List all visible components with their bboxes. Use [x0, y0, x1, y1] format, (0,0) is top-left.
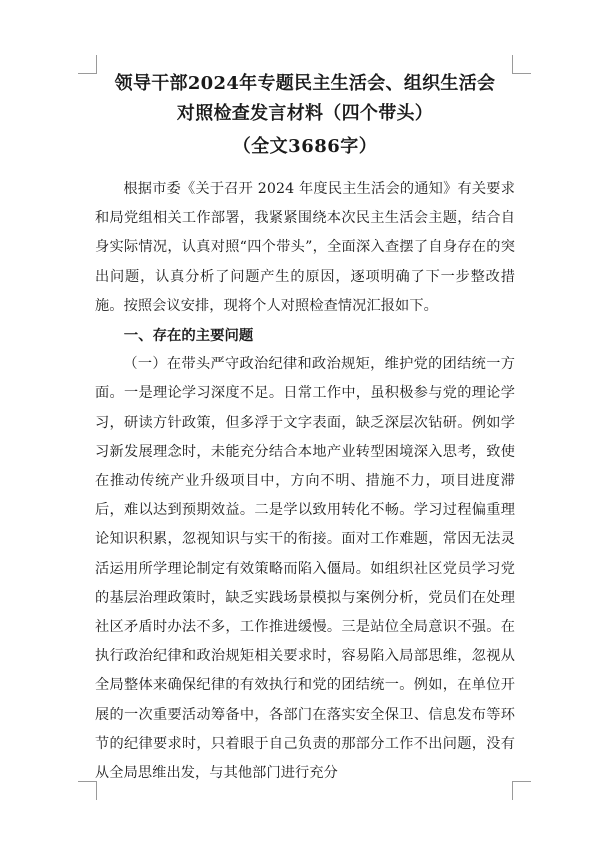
- section-heading-main-problems: 一、存在的主要问题: [123, 327, 254, 345]
- document-body: [95, 70, 515, 788]
- document-title-line-2: 对照检查发言材料（四个带头）: [176, 103, 434, 124]
- intro-paragraph: 根据市委《关于召开 2024 年度民主生活会的通知》有关要求和局党组相关工作部署，我紧紧围绕本次民主生活会主题，结合自身实际情况，认真对照“四个带头”，全面深入查摆了自身存在的突出问题，认真分析了问题产生的原因，逐项明确了下一步整改措施。按照会议安排，现将个人对照检查情况汇报如下。: [95, 181, 515, 314]
- document-title-line-1: 领导干部2024年专题民主生活会、组织生活会: [114, 73, 496, 94]
- document-word-count: （全文3686字）: [232, 136, 378, 157]
- section-paragraph-political-discipline: （一）在带头严守政治纪律和政治规矩，维护党的团结统一方面。一是理论学习深度不足。日常工作中，虽积极参与党的理论学习，研读方针政策，但多浮于文字表面，缺乏深层次钻研。例如学习新发展理念时，未能充分结合本地产业转型困境深入思考，致使在推动传统产业升级项目中，方向不明、措施不力，项目进度滞后，难以达到预期效益。二是学以致用转化不畅。学习过程偏重理论知识积累，忽视知识与实干的衔接。面对工作难题，常因无法灵活运用所学理论制定有效策略而陷入僵局。如组织社区党员学习党的基层治理政策时，缺乏实践场景模拟与案例分析，党员们在处理社区矛盾时办法不多，工作推进缓慢。三是站位全局意识不强。在执行政治纪律和政治规矩相关要求时，容易陷入局部思维，忽视从全局整体来确保纪律的有效执行和党的团结统一。例如，在单位开展的一次重要活动筹备中，各部门在落实安全保卫、信息发布等环节的纪律要求时，只着眼于自己负责的那部分工作不出问题，没有从全局思维出发，与其他部门进行充分: [95, 356, 515, 782]
